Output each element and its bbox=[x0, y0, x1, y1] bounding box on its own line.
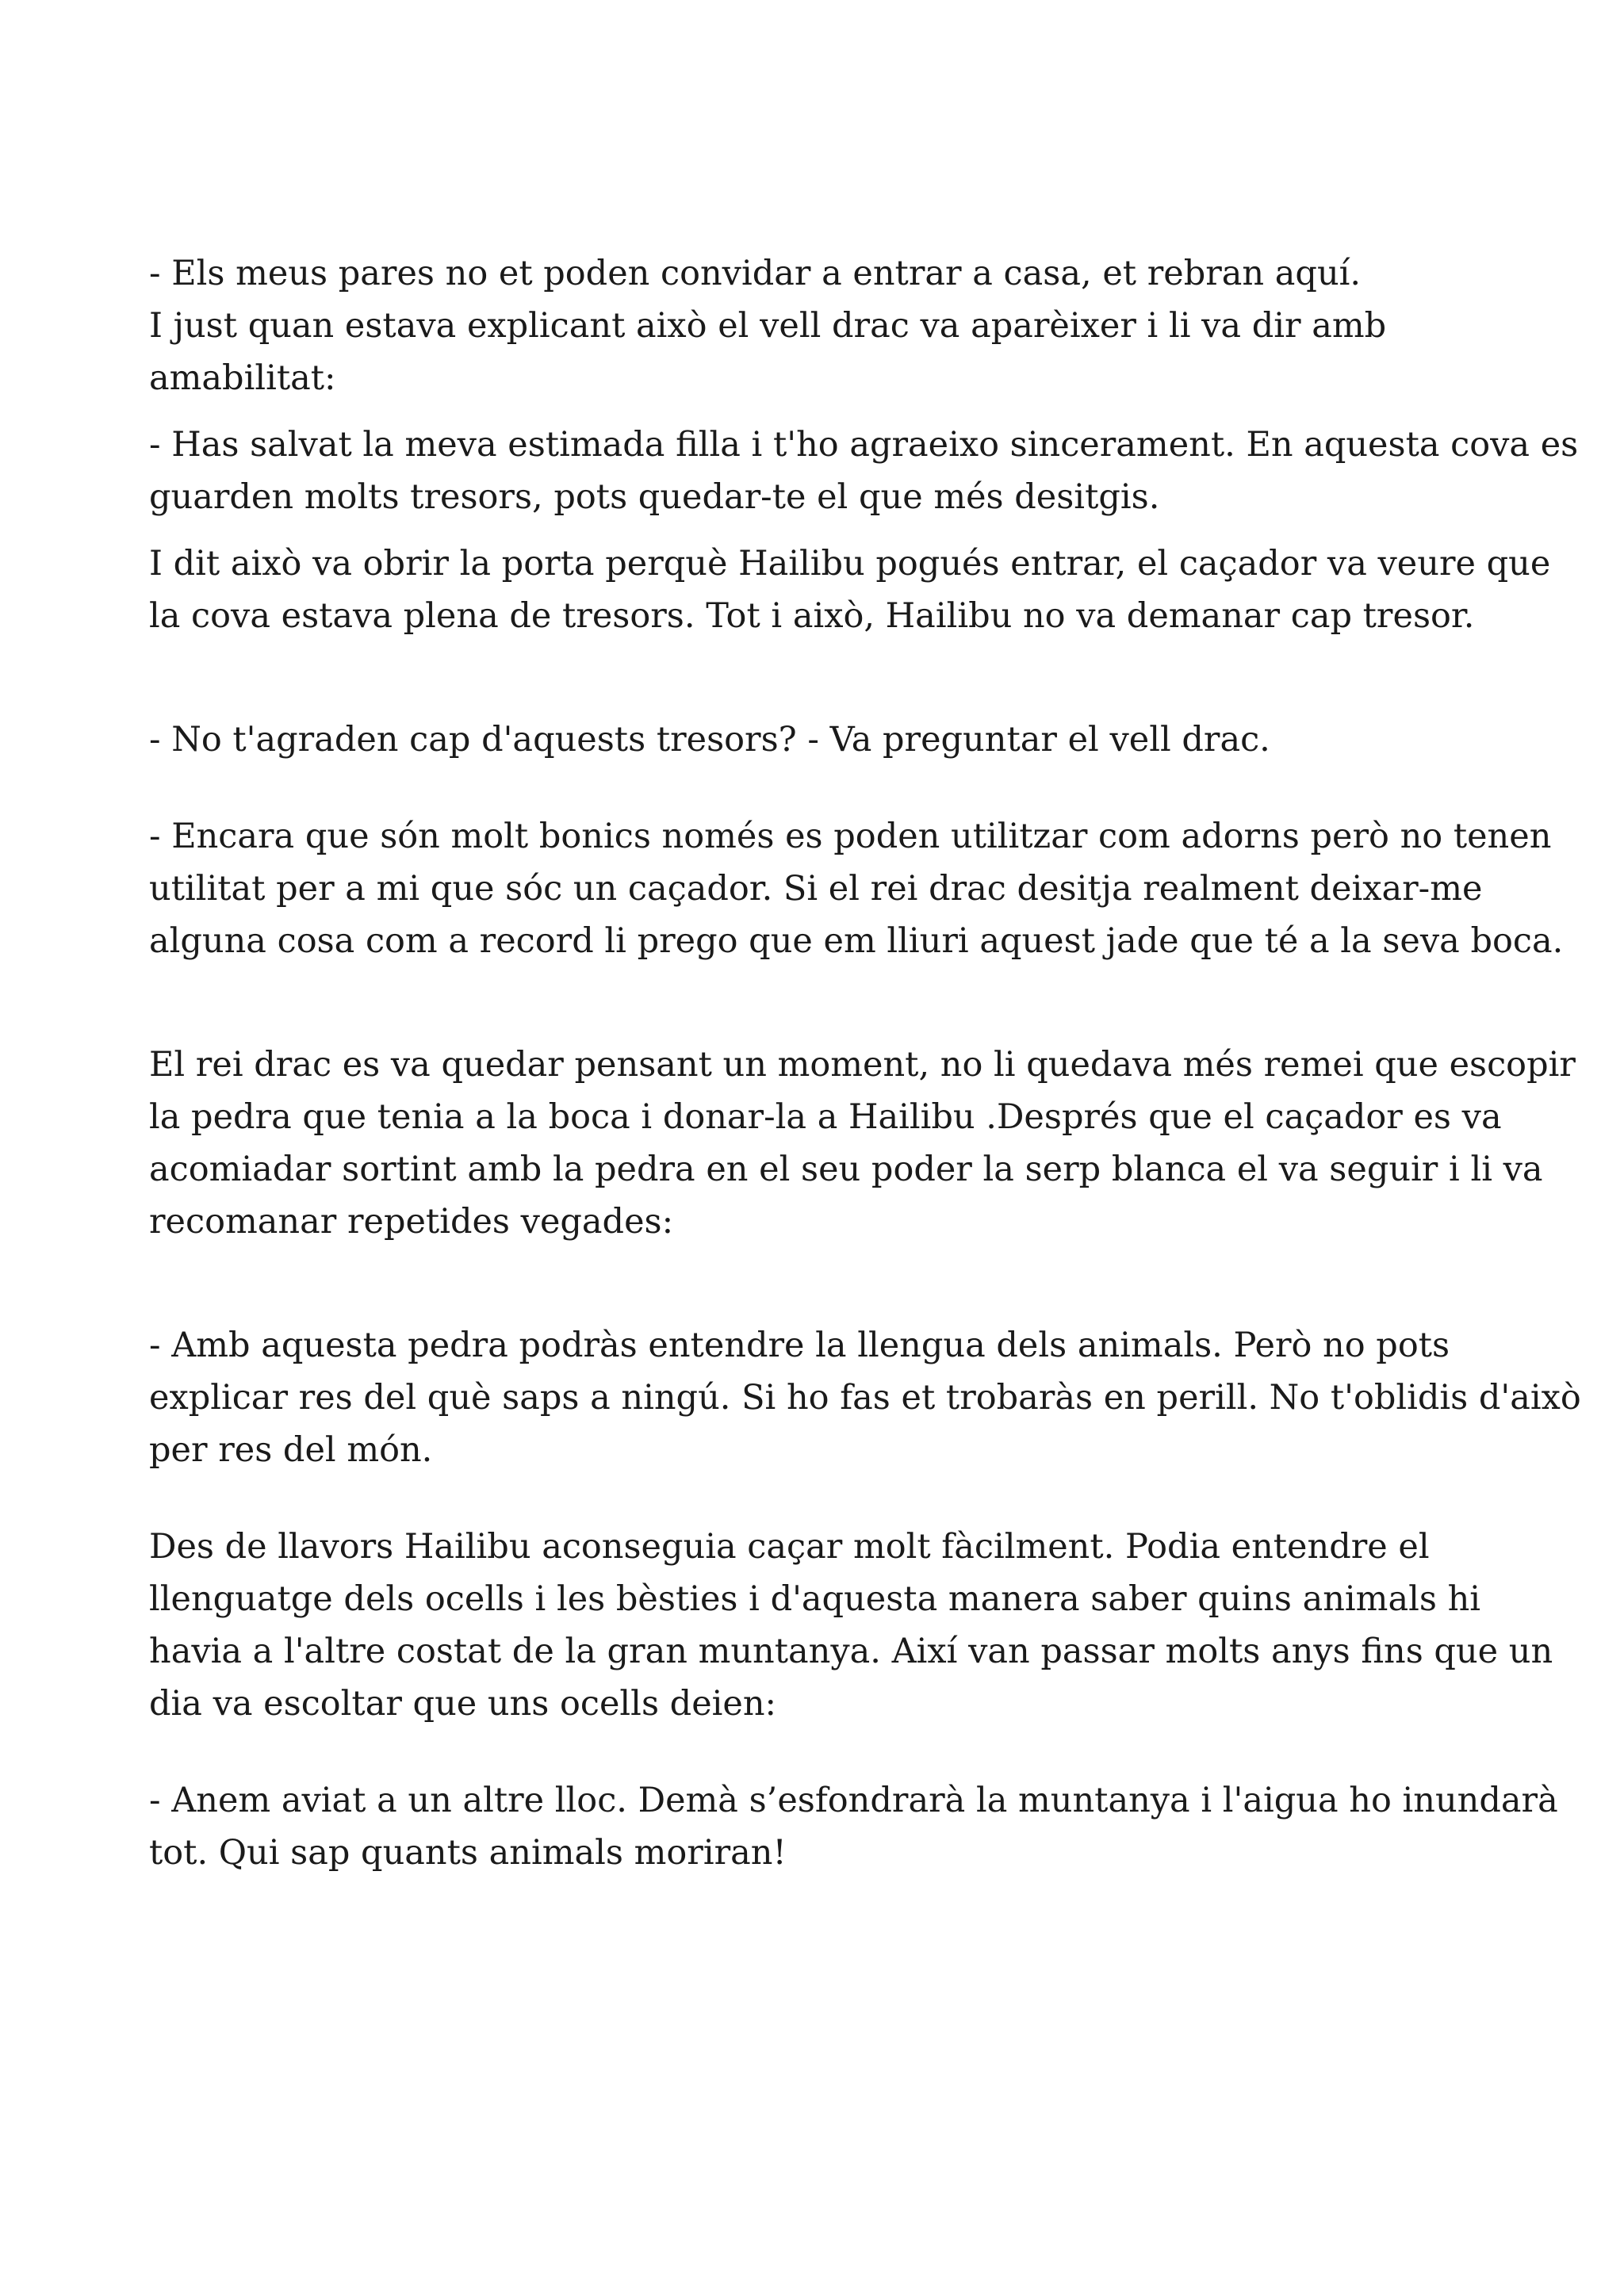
text-line: - Encara que són molt bonics només es poden utilitzar com adorns però no tenen bbox=[149, 817, 1552, 856]
text-line: amabilitat: bbox=[149, 358, 336, 398]
paragraph bbox=[149, 1774, 1558, 1879]
text-line: llenguatge dels ocells i les bèsties i d'aquesta manera saber quins animals hi bbox=[149, 1579, 1481, 1619]
paragraph bbox=[149, 1521, 1553, 1730]
text-line: I dit això va obrir la porta perquè Hailibu pogués entrar, el caçador va veure que bbox=[149, 544, 1551, 584]
text-line: havia a l'altre costat de la gran muntanya. Així van passar molts anys fins que un bbox=[149, 1632, 1553, 1671]
text-line: acomiadar sortint amb la pedra en el seu poder la serp blanca el va seguir i li va bbox=[149, 1150, 1543, 1189]
text-line: El rei drac es va quedar pensant un moment, no li quedava més remei que escopir bbox=[149, 1045, 1576, 1085]
text-line: tot. Qui sap quants animals moriran! bbox=[149, 1833, 787, 1873]
text-line: la cova estava plena de tresors. Tot i això, Hailibu no va demanar cap tresor. bbox=[149, 596, 1475, 636]
text-line: - No t'agraden cap d'aquests tresors? - Va preguntar el vell drac. bbox=[149, 720, 1270, 760]
paragraph bbox=[149, 714, 1513, 766]
text-line: dia va escoltar que uns ocells deien: bbox=[149, 1684, 777, 1724]
text-line: - Els meus pares no et poden convidar a entrar a casa, et rebran aquí. bbox=[149, 254, 1362, 293]
text-line: recomanar repetides vegades: bbox=[149, 1202, 674, 1242]
paragraph bbox=[149, 538, 1551, 642]
text-line: guarden molts tresors, pots quedar-te el que més desitgis. bbox=[149, 477, 1160, 517]
text-line: I just quan estava explicant això el vell drac va aparèixer i li va dir amb bbox=[149, 306, 1387, 346]
text-line: Des de llavors Hailibu aconseguia caçar molt fàcilment. Podia entendre el bbox=[149, 1527, 1430, 1567]
paragraph bbox=[149, 1319, 1581, 1476]
text-line: alguna cosa com a record li prego que em lliuri aquest jade que té a la seva boca. bbox=[149, 921, 1564, 961]
text-line: explicar res del què saps a ningú. Si ho fas et trobaràs en perill. No t'oblidis d'això bbox=[149, 1378, 1581, 1418]
paragraph bbox=[149, 419, 1579, 523]
text-line: - Amb aquesta pedra podràs entendre la llengua dels animals. Però no pots bbox=[149, 1326, 1450, 1365]
paragraph bbox=[149, 1039, 1576, 1248]
story-text bbox=[149, 247, 1581, 1879]
paragraph bbox=[149, 247, 1513, 404]
text-line: per res del món. bbox=[149, 1430, 433, 1470]
text-line: la pedra que tenia a la boca i donar-la a Hailibu .Després que el caçador es va bbox=[149, 1097, 1502, 1137]
paragraph bbox=[149, 810, 1564, 967]
text-line: utilitat per a mi que sóc un caçador. Si el rei drac desitja realment deixar-me bbox=[149, 869, 1483, 909]
text-line: - Has salvat la meva estimada filla i t'ho agraeixo sincerament. En aquesta cova es bbox=[149, 425, 1579, 465]
text-line: - Anem aviat a un altre lloc. Demà s’esfondrarà la muntanya i l'aigua ho inundarà bbox=[149, 1781, 1558, 1820]
